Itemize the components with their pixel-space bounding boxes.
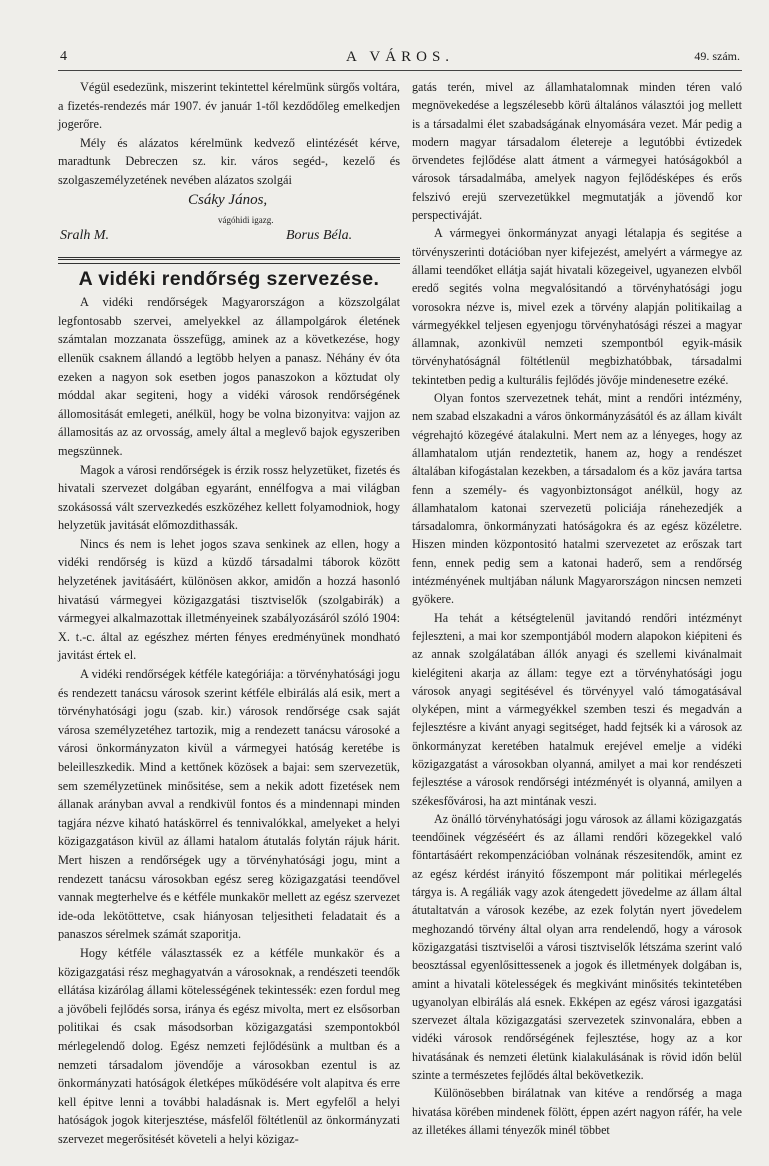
article-paragraph: A vidéki rendőrségek kétféle kategóriája: a törvényhatósági jogu és rendezett tanácsu városok szerint kétféle elbirálás alá esik, mert a törvényhatósági jogu (szab. kir.) városok rendőrsége csak saját városa személyzetéhez tartozik, mig a rendezett tanácsu városoké a városi önkormányzaton kivül a vármegyei hatóság keretébe is beleilleszkedik. Mind a kettőnek közösek a bajai: sem szervezetük, sem személyzetünek minősitése, sem a nekik adott fizetések nem állanak arányban avval a rendkivül fontos és a mindennapi minden tagjára nézve kiható hatáskörrel és tennivalókkal, amelyeket a helyi közigazgatáson kivül az állami hatalom átutalás folytán rájuk hárit. Mert hiszen a rendőrségek ugy a törvényhatósági jogu, mint a rendezett tanácsu városokban egész sereg közigazgatási teendővel vannak megterhelve és e kétféle munkakör mellett az egész szervezet ide-oda lekötöttetve, csak hiányosan teljesitheti feladatait és a panaszos sérelmek számát szaporitja. [58,667,400,942]
intro-paragraph: Végül esedezünk, miszerint tekintettel kérelmünk sürgős voltára, a fizetés-rendezés már 1907. év január 1-től kezdődőleg emelkedjen jogerőre. [58,80,400,132]
article-paragraph: Ha tehát a kétségtelenül javitandó rendőri intézményt fejleszteni, a mai kor szempontjából modern alapokon kiépiteni és az annak szolgálatában állók anyagi és szellemi kivánalmait kielégiteni akarja az állam: tegye ezt a törvényhatósági jogu városok anyagi segitésével és törvényyel való támogatásával olyképen, mint a vármegyékkel szemben teszi és megadván a fejlesztésre a kivánt anyagi segitséget, hadd fejtsék ki a városok az önkormányzat keretében hatalmuk erejével emelje a vidéki közigazgatást a városokban olyanná, amilyet a mai kor rendészeti fejlesztése a városok rendőrségi intézményét is olyanná, amilyen a székesfővárosi, ha azt mintának veszi. [412,610,742,808]
article-paragraph: A vidéki rendőrségek Magyarországon a közszolgálat legfontosabb szervei, amelyekkel az állampolgárok életének számtalan mozzanata összefügg, aminek az a következése, hogy ellenük csaknem állandó a legtöbb helyen a panasz. Néhány év óta ezeken a nagyon sok esetben jogos panaszokon a köztudat oly móddal akar segiteni, hogy a vidéki városok rendőrségének állomositását emlegeti, anélkül, hogy be volna bizonyitva: vajjon az államositás az az orvosság, amely által a meglevő bajok egyszeriben megszünnek. [58,295,400,458]
signature-title: vágóhidi igazg. [218,214,274,225]
intro-paragraph: Mély és alázatos kérelmünk kedvező elintézését kérve, maradtunk Debreczen sz. kir. város segéd-, kezelő és szolgaszemélyzetének nevében alázatos szolgái [58,135,400,187]
article-paragraph: Nincs és nem is lehet jogos szava senkinek az ellen, hogy a vidéki rendőrség is küzd a küzdő társadalmi táborok között helyzetének javitásáért, különösen akkor, amidőn a hozzá hasonló hivatású vármegyei közigazgatási tisztviselők (szolgabirák) a vármegyei alkalmazottak illetményeinek szabályozásáról szóló 1904: X. t.-c. által az egészhez mérten fényes eredményünek mondható javitást értek el. [58,536,400,663]
page-header [60,49,740,69]
article-paragraph: gatás terén, mivel az államhatalomnak minden téren való megnövekedése a legszélesebb körü általános választói jog mellett is a társadalmi élet szabadságának elnyomására vezet. Már pedig a modern magyar társadalom életereje a legutóbbi évtizedek örvendetes fejlődése alatt átment a vármegyei hatóságokból a városok társadalmába, amelyek nagyon fejlődésképes és erős felszivó erejü szervezetükkel megmutatják a jövendő kor perspectiváját. [412,80,742,223]
signature-main: Csáky János, [188,191,268,208]
article-paragraph: A vármegyei önkormányzat anyagi létalapja és segitése a törvényszerinti dotációban nyer kifejezést, amelyért a vármegye az állami teendőket ellátja saját hivatali közegeivel, ugyanezen elvből eredő segités volna megvalósitandó a törvényhatósági jogu vorosokra nézve is, mivel ezek a törvény alapján politikailag a vármegyékkel teljesen egyenjogu törvényhatósági részei a magyar államnak, azonkivül nemzeti szempontból egyik-másik törvényhatóságnál föltétlenül megbizhatóbbak, társadalmi tekintetben pedig a kulturális fejlődés jövője mindenesetre ezéké. [412,226,742,387]
issue-number: 49. szám. [694,49,740,63]
left-column [58,78,400,1148]
section-rule [58,257,400,264]
article-paragraph: Az önálló törvényhatósági jogu városok az állami közigazgatás teendőinek végzéséért és az állami rendőri közegekkel való föntartásáért rekompenzációban volnának részesitendők, amint ez az egész kérdést irányitó főszempont már politikai mérlegelés tárgya is. A regáliák vagy azok átengedett jövedelme az állam által átutaltatván a városok kezébe, az ezek folytán nyert jövedelem meghozandó törvény által olyan arra rendelendő, hogy a városok közigazgatási tisztviselői a városi tisztviselők létszáma szerint való beosztással egyenlősittessenek a jogok és illetmények dolgában is, amint a hivatali kötelességek és megkivánt minősités tekintetében ugyanolyan elbirálás alá esnek. Ekképen az egész városi igazgatási szervezet általa közigazgatási szervezetek szinvonalára, ebben a vidéki városok rendőrségének fejlesztése, hogy az a kor hivatásának és nemzeti életünk kialakulásának is rövid időn belül szinte a természetes fejlődés által bekövetkezik. [412,811,742,1083]
article-paragraph: Különösebben birálatnak van kitéve a rendőrség a maga hivatása körében mindenek fölött, éppen azért nagyon ráfér, ha vele az illetékes állami tényezők minél többet [412,1086,742,1137]
article-paragraph: Magok a városi rendőrségek is érzik rossz helyzetüket, fizetés és hivatali szervezet dolgában egyaránt, ennélfogva a mai világban szokásossá vált szervezkedés eszközéhez kellett folyamodniok, hogy helyzetük javitását előmozdithassák. [58,462,400,533]
masthead-title: A VÁROS. [345,49,455,65]
article-paragraph: Hogy kétféle választassék ez a kétféle munkakör és a közigazgatási rész meghagyatván a városoknak, a rendészeti teendők ellátása kizárólag állami kötelességének tekintessék: ezen fordul meg a jövőbeli fejlődés sorsa, iránya és egész mivolta, mert ez elsősorban politikai és csak másodsorban közigazgatási szempontokból mérlegelendő dolog. Egész nemzeti fejlődésünk a multban és a nemzeti társadalom jövendője a városokban ezentul is az önkormányzati hatóságok életképes működésére volt alapitva és erre kell épitve lenni a további haladásnak is. Mert egyfelől a helyi hatóságok jogok kiterjesztése, másfelől föltétlenül az önkormányzati szervezet megerősitését követeli a helyi közigaz- [58,945,400,1146]
signature-right: Borus Béla. [286,227,353,243]
signature-block [58,191,400,249]
header-rule [58,70,742,71]
section-title: A vidéki rendőrség szervezése. [78,267,380,290]
right-column [412,78,742,1139]
article-paragraph: Olyan fontos szervezetnek tehát, mint a rendőri intézmény, nem szabad elszakadni a város önkormányzásától és az állam kivált végrehajtó közegévé átalakulni. Mert nem az a lényeges, hogy az államhatalom utján rendeztetik, hanem az, hogy a rendészet általában kifogástalan kezekben, a társadalom és a köz javára tartsa fenn a személy- és vagyonbiztonságot anélkül, hogy az államhatalom katonai szervezetü policiája ránehezedjék a társadalomra, önkormányzati hatóságokra és az egész közéletre. Hiszen minden központositó hatalmi szervezetet az erőszak tart fenn, ennek pedig sem a katonai haderő, sem a rendőrség intézményének multjában nálunk Magyarországon nincsen nemzeti gyökere. [412,391,742,607]
page-number: 4 [60,49,67,64]
signature-left: Sralh M. [60,227,109,243]
